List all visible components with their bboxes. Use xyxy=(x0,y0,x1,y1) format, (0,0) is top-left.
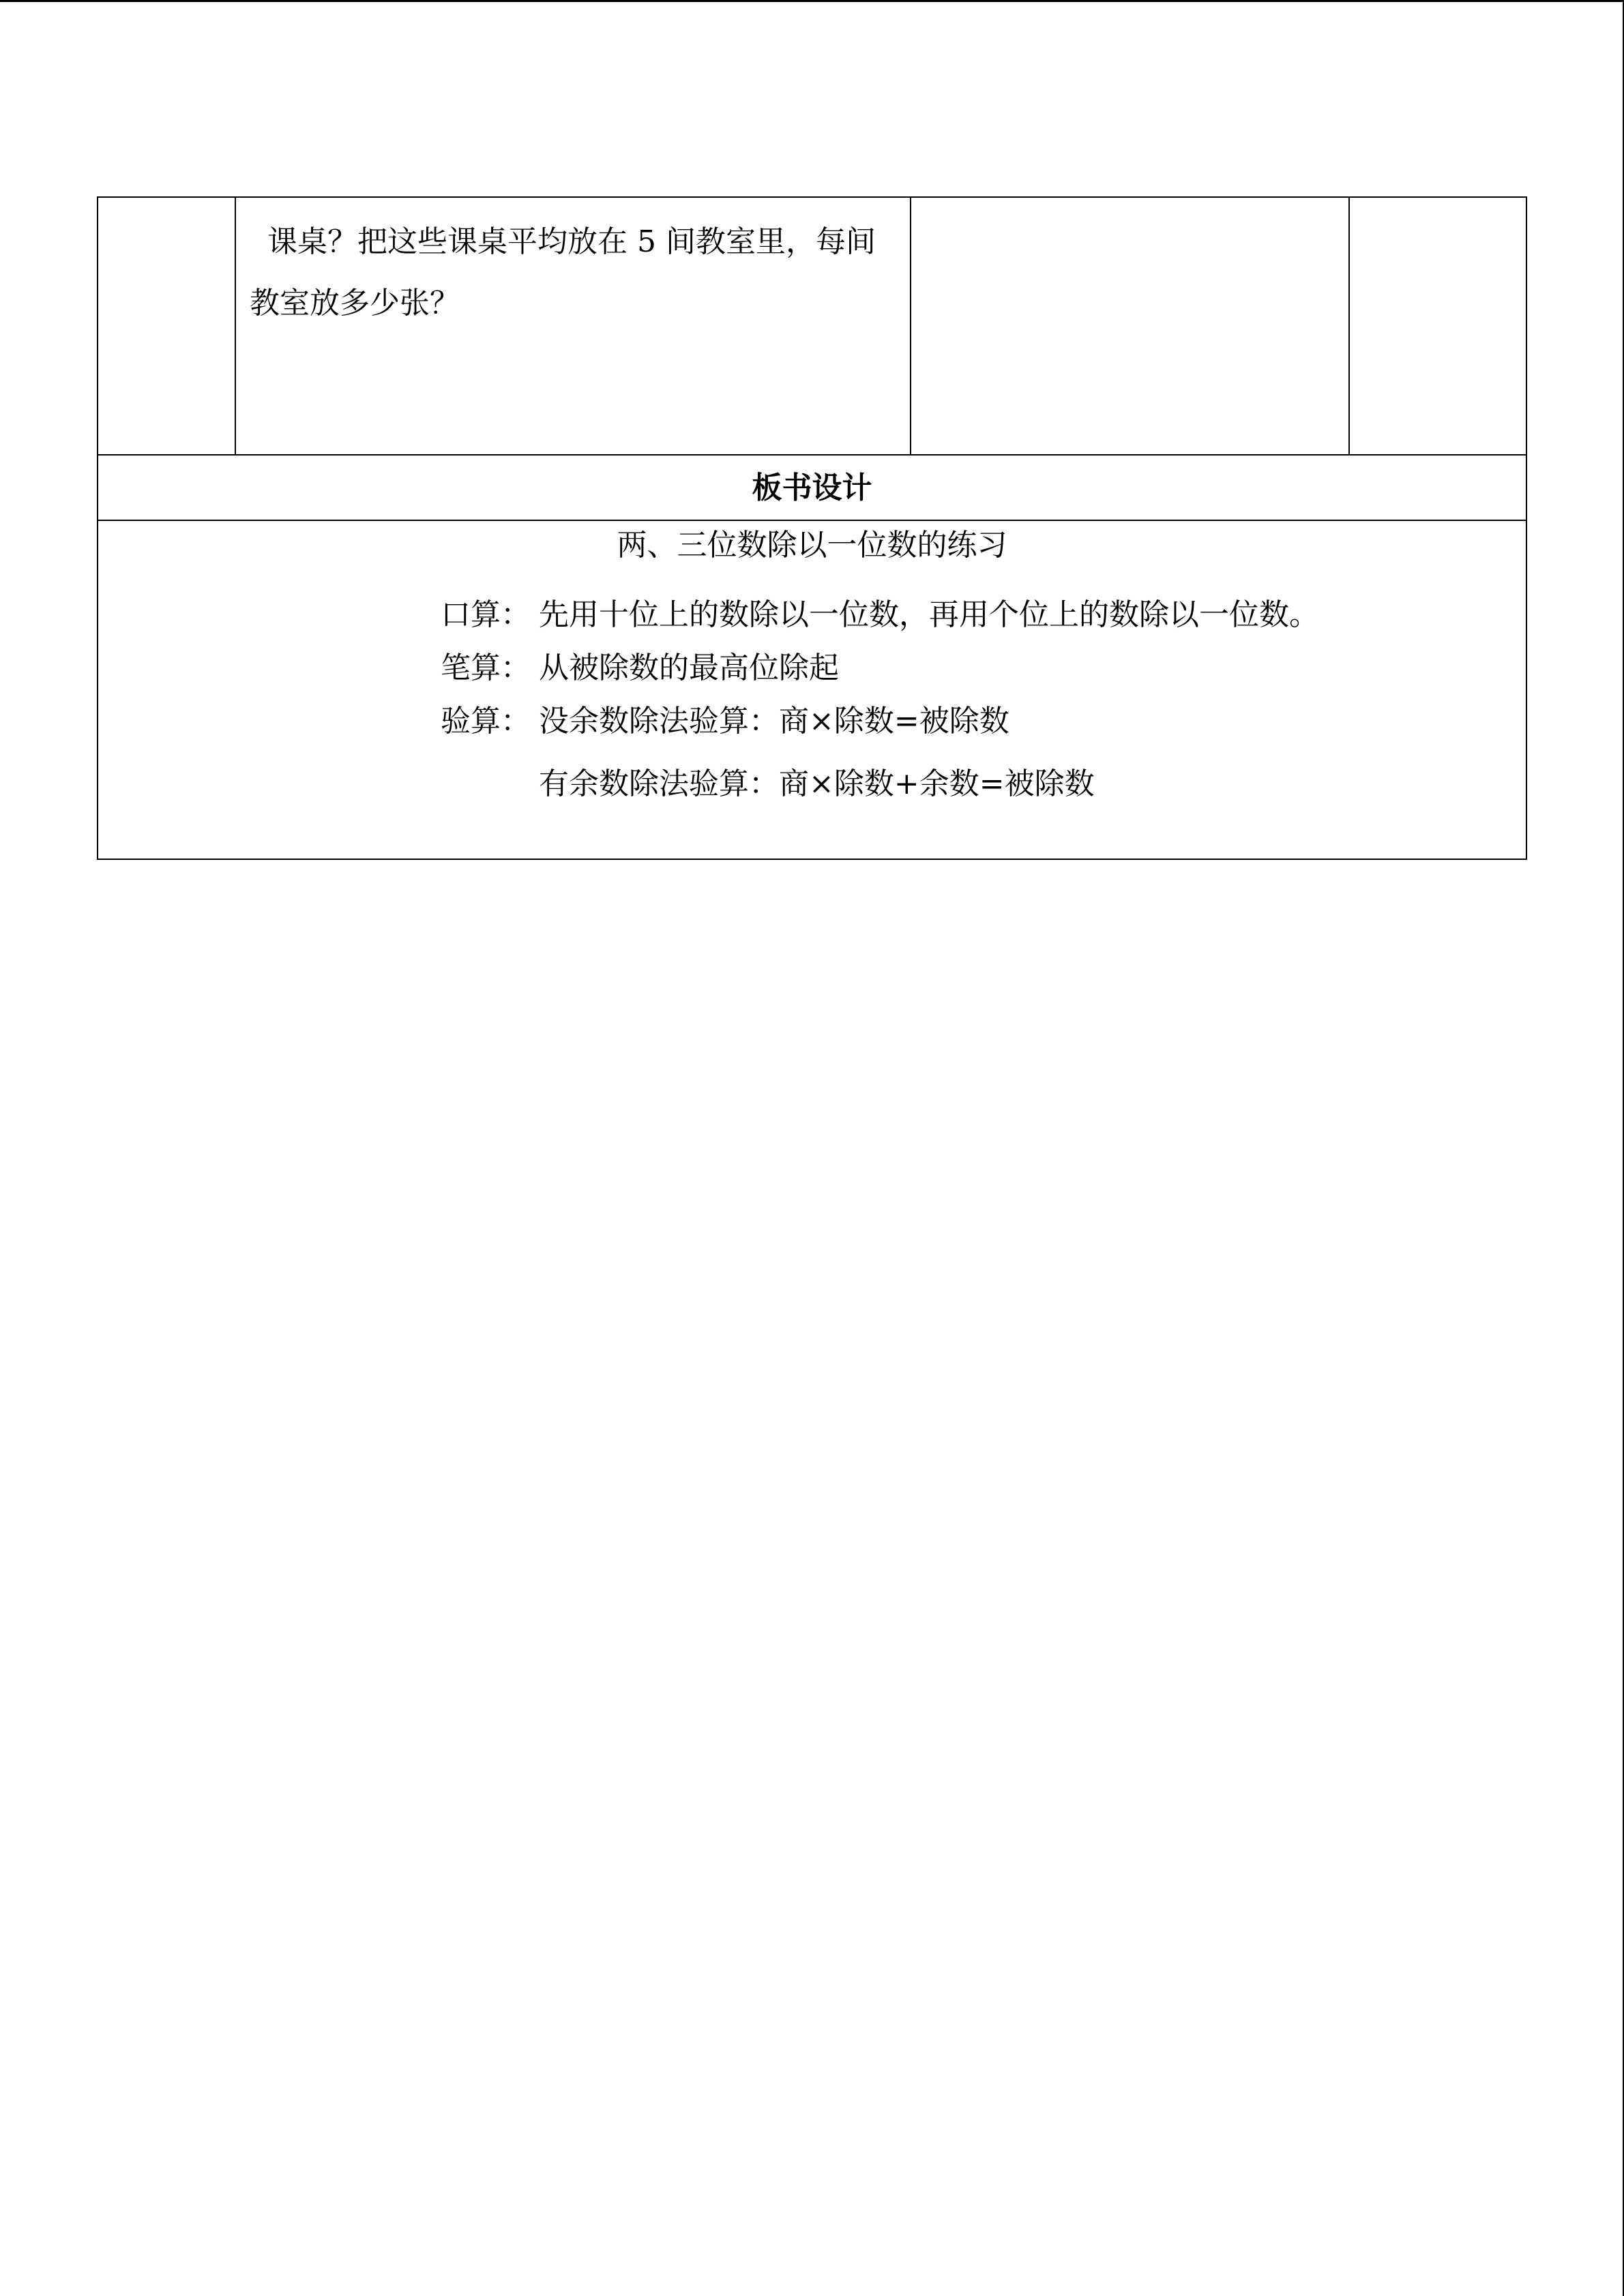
table-cell-empty-left xyxy=(98,198,236,454)
section-title: 板书设计 xyxy=(752,471,872,505)
table-row-exercise xyxy=(98,198,1526,456)
table-cell-empty-middle xyxy=(911,198,1350,454)
table-row-section-header xyxy=(98,456,1526,521)
oral-calc-label: 口算： xyxy=(441,597,531,632)
check-no-remainder: 没余数除法验算：商×除数=被除数 xyxy=(539,704,1009,739)
board-title: 两、三位数除以一位数的练习 xyxy=(617,528,1007,563)
table-row-board-design xyxy=(98,521,1526,859)
table-cell-problem xyxy=(236,198,911,454)
oral-calc-text: 先用十位上的数除以一位数，再用个位上的数除以一位数。 xyxy=(539,597,1319,632)
check-label: 验算： xyxy=(441,704,531,739)
page-top-border xyxy=(0,0,1624,2)
check-with-remainder: 有余数除法验算：商×除数+余数=被除数 xyxy=(539,766,1095,801)
written-calc-label: 笔算： xyxy=(441,651,531,685)
written-calc-text: 从被除数的最高位除起 xyxy=(539,651,839,685)
table-cell-empty-right xyxy=(1350,198,1527,454)
lesson-plan-table xyxy=(97,196,1527,860)
problem-text: 课桌？把这些课桌平均放在 5 间教室里，每间教室放多少张？ xyxy=(250,224,876,320)
